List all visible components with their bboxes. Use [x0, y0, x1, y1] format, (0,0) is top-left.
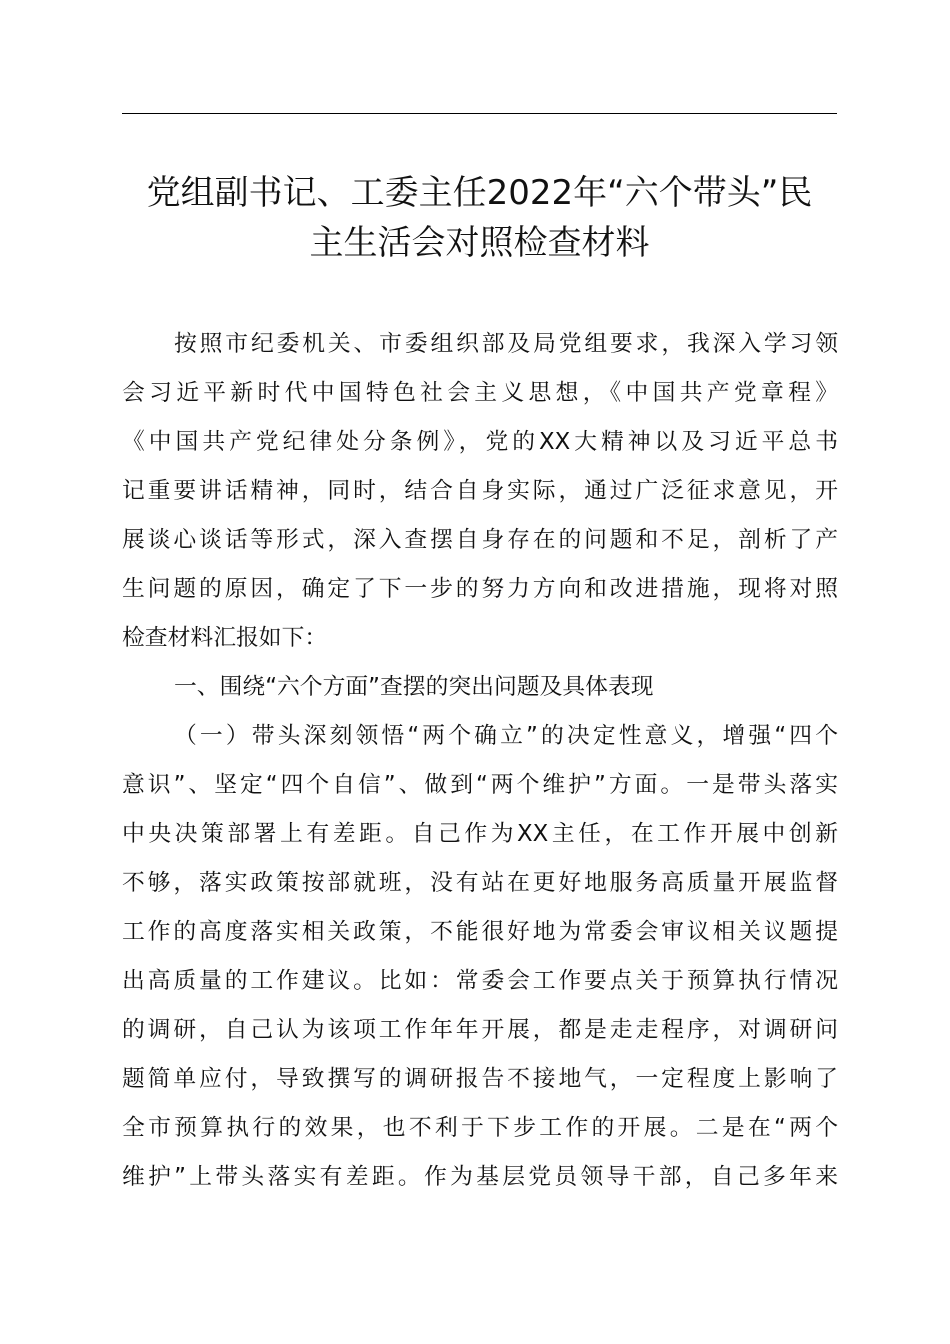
body-line: 中央决策部署上有差距。自己作为XX主任，在工作开展中创新 [122, 821, 838, 847]
document-title [122, 168, 837, 268]
section-heading: 一、围绕“六个方面”查摆的突出问题及具体表现 [174, 674, 654, 700]
title-line-1: 党组副书记、工委主任2022年“六个带头”民 [146, 173, 813, 213]
body-line: 意识”、坚定“四个自信”、做到“两个维护”方面。一是带头落实 [122, 772, 838, 798]
body-line: 会习近平新时代中国特色社会主义思想，《中国共产党章程》 [122, 380, 838, 406]
body-line: 全市预算执行的效果，也不利于下步工作的开展。二是在“两个 [122, 1115, 838, 1141]
body-line: 的调研，自己认为该项工作年年开展，都是走走程序，对调研问 [122, 1017, 838, 1043]
body-line: （一）带头深刻领悟“两个确立”的决定性意义，增强“四个 [174, 723, 838, 749]
header-rule [122, 113, 837, 114]
body-line: 《中国共产党纪律处分条例》，党的XX大精神以及习近平总书 [122, 429, 838, 455]
title-line-2: 主生活会对照检查材料 [309, 223, 650, 263]
body-line: 出高质量的工作建议。比如：常委会工作要点关于预算执行情况 [122, 968, 838, 994]
body-line: 工作的高度落实相关政策，不能很好地为常委会审议相关议题提 [122, 919, 838, 945]
body-line: 不够，落实政策按部就班，没有站在更好地服务高质量开展监督 [122, 870, 838, 896]
body-line: 生问题的原因，确定了下一步的努力方向和改进措施，现将对照 [122, 576, 838, 602]
body-line: 题简单应付，导致撰写的调研报告不接地气，一定程度上影响了 [122, 1066, 838, 1092]
body-line: 记重要讲话精神，同时，结合自身实际，通过广泛征求意见，开 [122, 478, 838, 504]
body-line: 维护”上带头落实有差距。作为基层党员领导干部，自己多年来 [122, 1164, 838, 1190]
body-line: 展谈心谈话等形式，深入查摆自身存在的问题和不足，剖析了产 [122, 527, 838, 553]
body-line: 按照市纪委机关、市委组织部及局党组要求，我深入学习领 [174, 331, 838, 357]
document-body [122, 320, 838, 1202]
body-line: 检查材料汇报如下： [122, 625, 328, 651]
